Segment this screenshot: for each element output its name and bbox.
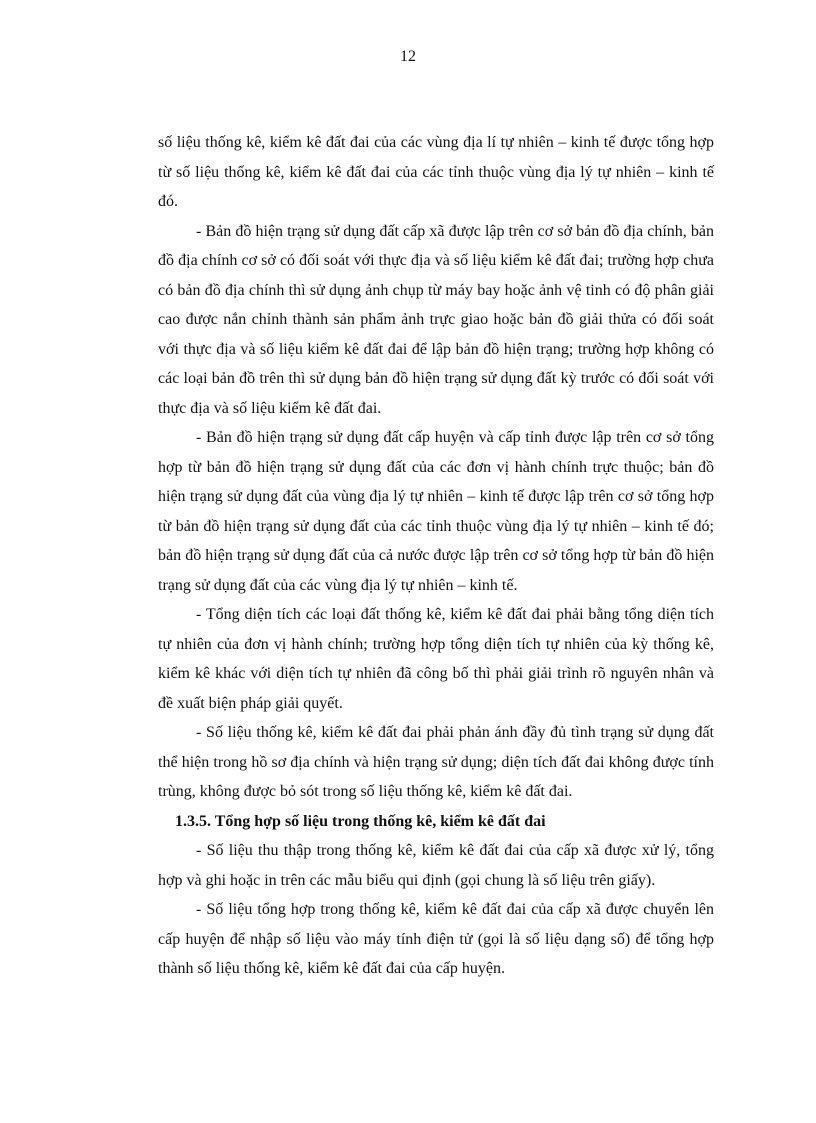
paragraph-total-area: - Tổng diện tích các loại đất thống kê, kiểm kê đất đai phải bằng tổng diện tích tự nhiên của đơn vị hành chính; trường hợp tổng diện tích tự nhiên của kỳ thống kê, kiểm kê khác với diện tích tự nhiên đã công bố thì phải giải trình rõ nguyên nhân và đề xuất biện pháp giải quyết. — [158, 606, 714, 712]
paragraph-commune-map: - Bản đồ hiện trạng sử dụng đất cấp xã được lập trên cơ sở bản đồ địa chính, bản đồ địa chính cơ sở có đối soát với thực địa và số liệu kiểm kê đất đai; trường hợp chưa có bản đồ địa chính thì sử dụng ảnh chụp từ máy bay hoặc ảnh vệ tinh có độ phân giải cao được nắn chỉnh thành sản phẩm ảnh trực giao hoặc bản đồ giải thửa có đối soát với thực địa và số liệu kiểm kê đất đai để lập bản đồ hiện trạng; trường hợp không có các loại bản đồ trên thì sử dụng bản đồ hiện trạng sử dụng đất kỳ trước có đối soát với thực địa và số liệu kiểm kê đất đai. — [158, 222, 714, 417]
paragraph-district-data: - Số liệu tổng hợp trong thống kê, kiểm kê đất đai của cấp xã được chuyển lên cấp huyện để nhập số liệu vào máy tính điện tử (gọi là số liệu dạng số) để tổng hợp thành số liệu thống kê, kiểm kê đất đai của cấp huyện. — [158, 901, 714, 977]
paragraph-district-province-map: - Bản đồ hiện trạng sử dụng đất cấp huyện và cấp tỉnh được lập trên cơ sở tổng hợp từ bản đồ hiện trạng sử dụng đất của các đơn vị hành chính trực thuộc; bản đồ hiện trạng sử dụng đất của vùng địa lý tự nhiên – kinh tế được lập trên cơ sở tổng hợp từ bản đồ hiện trạng sử dụng đất của các tỉnh thuộc vùng địa lý tự nhiên – kinh tế đó; bản đồ hiện trạng sử dụng đất của cả nước được lập trên cơ sở tổng hợp từ bản đồ hiện trạng sử dụng đất của các vùng địa lý tự nhiên – kinh tế. — [158, 429, 714, 594]
section-heading: 1.3.5. Tổng hợp số liệu trong thống kê, kiểm kê đất đai — [175, 812, 546, 830]
paragraph-commune-data: - Số liệu thu thập trong thống kê, kiểm kê đất đai của cấp xã được xử lý, tổng hợp và ghi hoặc in trên các mẫu biểu qui định (gọi chung là số liệu trên giấy). — [158, 842, 714, 889]
paragraph-data-reflection: - Số liệu thống kê, kiểm kê đất đai phải phản ánh đầy đủ tình trạng sử dụng đất thể hiện trong hồ sơ địa chính và hiện trạng sử dụng; diện tích đất đai không được tính trùng, không được bỏ sót trong số liệu thống kê, kiểm kê đất đai. — [158, 724, 714, 800]
document-body — [158, 128, 714, 984]
paragraph-continuation: số liệu thống kê, kiểm kê đất đai của các vùng địa lí tự nhiên – kinh tế được tổng hợp từ số liệu thống kê, kiểm kê đất đai của các tỉnh thuộc vùng địa lý tự nhiên – kinh tế đó. — [158, 134, 714, 210]
page-number: 12 — [400, 48, 416, 65]
